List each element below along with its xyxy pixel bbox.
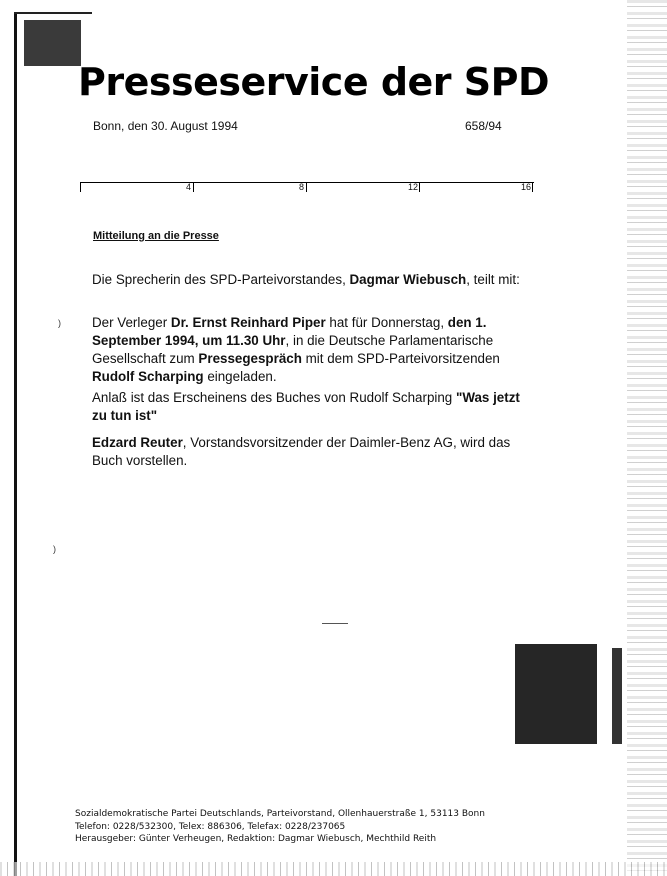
scan-noise-bottom (0, 862, 667, 876)
document-number: 658/94 (465, 119, 502, 133)
bold-name: Edzard Reuter (92, 435, 183, 450)
text-span: mit dem SPD-Parteivorsitzenden (301, 351, 500, 366)
bold-date: den 1. September 1994, um 11.30 Uhr (92, 315, 487, 348)
redaction-block-bottom (515, 644, 597, 744)
paragraph-invitation (92, 314, 522, 386)
text-span: hat für Donnerstag, (325, 315, 448, 330)
text-span: , in die Deutsche Parlamentarische Gesellschaft zum (92, 333, 494, 366)
ruler-label: 4 (186, 182, 192, 192)
ruler-tick (80, 183, 81, 192)
masthead-title: Presseservice der SPD (78, 60, 550, 104)
dateline: Bonn, den 30. August 1994 (93, 119, 238, 133)
ruler-tick (532, 183, 533, 192)
text-span: , teilt mit: (466, 272, 520, 287)
margin-mark: ) (53, 544, 56, 554)
paragraph-spokesperson (92, 271, 522, 289)
scan-edge-left (14, 12, 17, 876)
scan-noise-right (627, 0, 667, 876)
section-heading: Mitteilung an die Presse (93, 230, 219, 242)
bold-name: Dr. Ernst Reinhard Piper (170, 315, 326, 330)
text-span: Die Sprecherin des SPD-Parteivorstandes, (92, 272, 350, 287)
margin-mark: ) (58, 318, 61, 328)
ruler-label: 8 (299, 182, 305, 192)
bold-book-title: "Was jetzt zu tun ist" (92, 390, 520, 423)
scan-artifact-bar (612, 648, 622, 744)
text-span: Anlaß ist das Erscheinens des Buches von Rudolf Scharping (92, 390, 456, 405)
tab-ruler (80, 182, 534, 192)
footer-address: Sozialdemokratische Partei Deutschlands, Parteivorstand, Ollenhauerstraße 1, 53113 Bonn (75, 809, 485, 819)
footer-contact: Telefon: 0228/532300, Telex: 886306, Telefax: 0228/237065 (75, 822, 346, 832)
bold-event: Pressegespräch (198, 351, 302, 366)
ruler-tick (306, 183, 307, 192)
ruler-tick (193, 183, 194, 192)
redaction-block-top (24, 20, 81, 66)
footer-publisher: Herausgeber: Günter Verheugen, Redaktion: Dagmar Wiebusch, Mechthild Reith (75, 834, 437, 844)
text-span: eingeladen. (203, 369, 277, 384)
text-span: Der Verleger (92, 315, 171, 330)
ruler-label: 16 (521, 182, 532, 192)
ruler-label: 12 (408, 182, 419, 192)
ruler-tick (419, 183, 420, 192)
bold-name: Dagmar Wiebusch (349, 272, 467, 287)
bold-name: Rudolf Scharping (92, 369, 204, 384)
scan-edge-top (14, 12, 92, 14)
paragraph-occasion (92, 389, 522, 425)
divider-dash (322, 623, 348, 624)
text-span: , Vorstandsvorsitzender der Daimler-Benz AG, wird das Buch vorstellen. (92, 435, 511, 468)
paragraph-presenter (92, 434, 522, 470)
